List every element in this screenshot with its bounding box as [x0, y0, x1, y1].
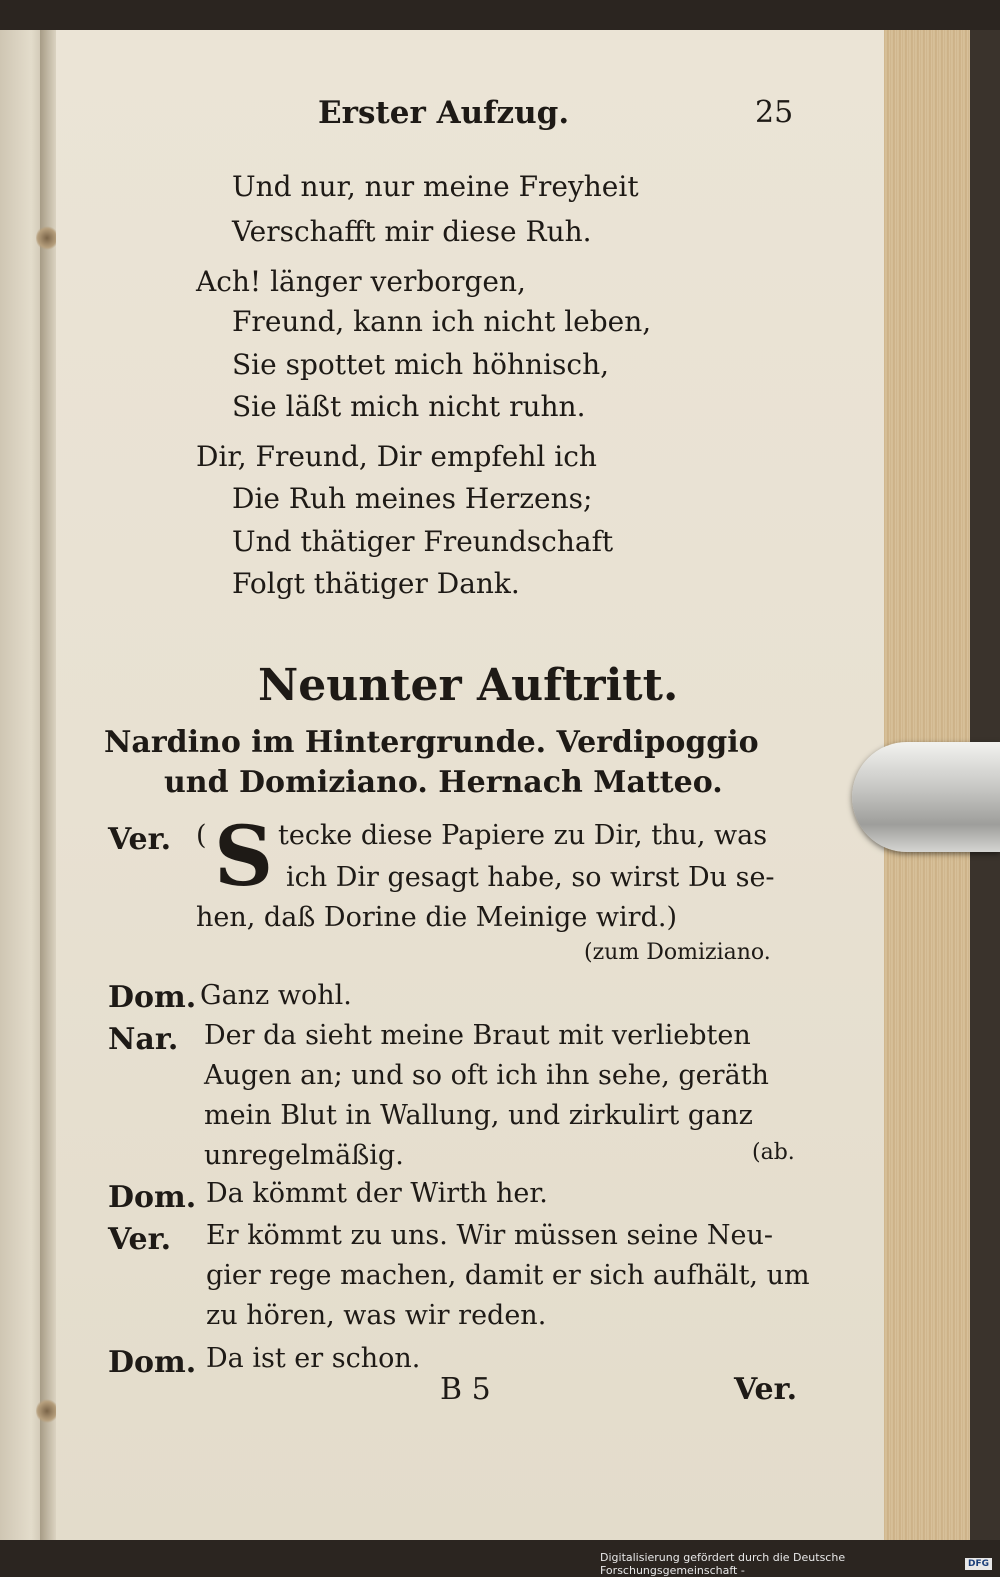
- credit-text: Digitalisierung gefördert durch die Deutsche Forschungsgemeinschaft -: [600, 1551, 846, 1577]
- verse-line: Verschafft mir diese Ruh.: [232, 215, 592, 248]
- dfg-logo: DFG: [965, 1558, 992, 1570]
- speaker-label: Dom.: [108, 1180, 197, 1215]
- signature-mark: B 5: [440, 1372, 491, 1407]
- verse-line: Sie spottet mich höhnisch,: [232, 348, 610, 381]
- dialogue-line: Er kömmt zu uns. Wir müssen seine Neu-: [206, 1220, 774, 1251]
- dialogue-line: ich Dir gesagt habe, so wirst Du se-: [286, 862, 775, 893]
- cast-line: Nardino im Hintergrunde. Verdipoggio: [104, 725, 759, 760]
- verse-line: Folgt thätiger Dank.: [232, 567, 520, 600]
- speaker-label: Dom.: [108, 980, 197, 1015]
- open-paren: (: [196, 820, 207, 851]
- speaker-label: Ver.: [108, 1222, 172, 1257]
- verse-line: Sie läßt mich nicht ruhn.: [232, 390, 586, 423]
- dialogue-line: zu hören, was wir reden.: [206, 1300, 547, 1331]
- dialogue-line: Augen an; und so oft ich ihn sehe, geräth: [204, 1060, 769, 1091]
- dialogue-line: Da ist er schon.: [206, 1343, 421, 1374]
- dialogue-line: gier rege machen, damit er sich aufhält, um: [206, 1260, 810, 1291]
- dialogue-line: Da kömmt der Wirth her.: [206, 1178, 548, 1209]
- speaker-label: Dom.: [108, 1345, 197, 1380]
- binding-stitch: [36, 1398, 58, 1424]
- stage-direction: (zum Domiziano.: [584, 940, 771, 965]
- speaker-label: Ver.: [108, 822, 172, 857]
- running-title: Erster Aufzug.: [318, 95, 570, 131]
- stage-direction: (ab.: [752, 1140, 795, 1165]
- dialogue-line: tecke diese Papiere zu Dir, thu, was: [278, 820, 768, 851]
- binding-stitch: [36, 225, 58, 251]
- dialogue-line: Ganz wohl.: [200, 980, 352, 1011]
- drop-cap: S: [214, 809, 274, 905]
- verse-line: Die Ruh meines Herzens;: [232, 482, 593, 515]
- verse-line: Und thätiger Freundschaft: [232, 525, 614, 558]
- dialogue-line: unregelmäßig.: [204, 1140, 404, 1171]
- page-clip: [852, 742, 1000, 852]
- digitization-credit: [600, 1553, 1000, 1575]
- verse-line: Ach! länger verborgen,: [196, 265, 526, 298]
- speaker-label: Nar.: [108, 1022, 179, 1057]
- catchword: Ver.: [734, 1372, 798, 1407]
- scene-heading: Neunter Auftritt.: [258, 660, 679, 711]
- cast-line: und Domiziano. Hernach Matteo.: [164, 765, 723, 800]
- page-number: 25: [755, 95, 794, 130]
- verse-line: Dir, Freund, Dir empfehl ich: [196, 440, 597, 473]
- verse-line: Freund, kann ich nicht leben,: [232, 305, 652, 338]
- verse-line: Und nur, nur meine Freyheit: [232, 170, 639, 203]
- dialogue-line: mein Blut in Wallung, und zirkulirt ganz: [204, 1100, 753, 1131]
- dialogue-line: hen, daß Dorine die Meinige wird.): [196, 902, 677, 933]
- dialogue-line: Der da sieht meine Braut mit verliebten: [204, 1020, 751, 1051]
